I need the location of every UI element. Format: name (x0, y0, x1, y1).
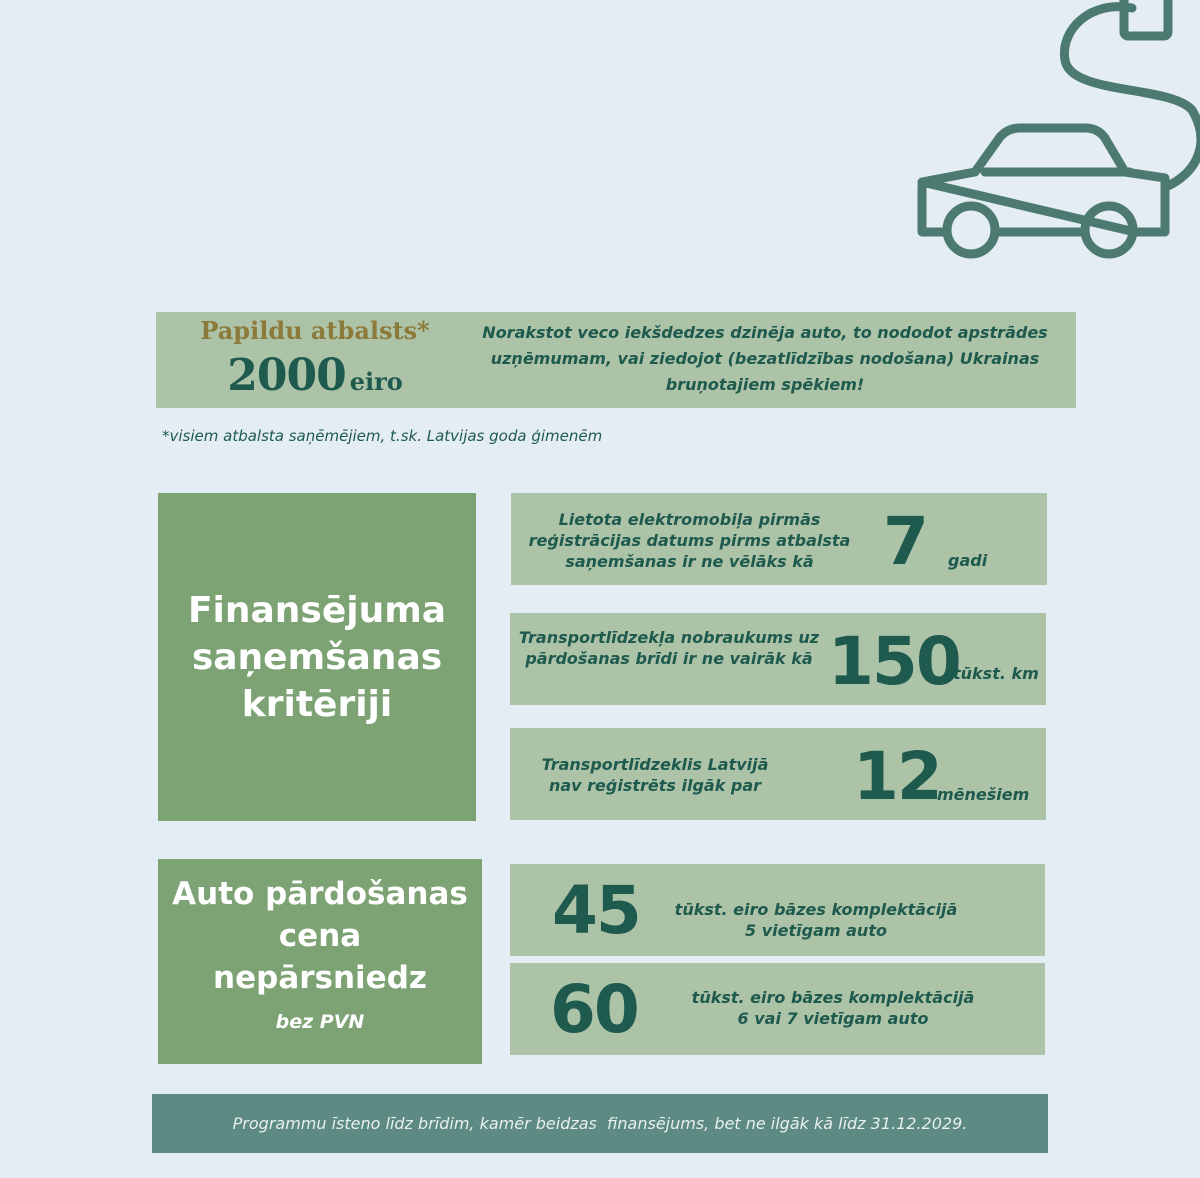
criteria-title: Finansējuma saņemšanas kritēriji (187, 589, 447, 725)
footnote: *visiem atbalsta saņēmējiem, t.sk. Latvijas goda ģimenēm (162, 427, 603, 445)
price-value: 60 (550, 971, 638, 1048)
criteria-unit: tūkst. km (953, 664, 1039, 683)
electric-car-plug-icon (900, 0, 1200, 270)
support-amount-unit: eiro (349, 367, 403, 396)
footer-text: Programmu īsteno līdz brīdim, kamēr beidzas finansējums, bet ne ilgāk kā līdz 31.12.2029. (232, 1114, 968, 1133)
support-amount-value: 2000 (227, 350, 346, 401)
criteria-title-block (158, 493, 476, 821)
criteria-value: 12 (853, 738, 941, 815)
criteria-card-mileage (510, 613, 1046, 705)
price-text: tūkst. eiro bāzes komplektācijā 5 vietīgam auto (674, 900, 958, 940)
footer-bar (152, 1094, 1048, 1153)
criteria-text: Transportlīdzekļa nobraukums uz pārdošanas brīdi ir ne vairāk kā (518, 628, 820, 668)
support-description: Norakstot veco iekšdedzes dzinēja auto, to nododot apstrādes uzņēmumam, vai ziedojot (bezatlīdzības nodošana) Ukrainas bruņotajiem spēkiem! (482, 323, 1048, 394)
price-text: tūkst. eiro bāzes komplektācijā 6 vai 7 vietīgam auto (691, 988, 975, 1028)
price-card-5-seat (510, 864, 1045, 956)
price-title-block (158, 859, 482, 1064)
price-note: bez PVN (275, 1010, 365, 1033)
criteria-unit: gadi (948, 551, 988, 570)
criteria-value: 150 (828, 623, 960, 700)
criteria-unit: mēnešiem (937, 785, 1030, 804)
support-title: Papildu atbalsts* (200, 316, 430, 345)
support-amount (160, 350, 470, 401)
criteria-text: Transportlīdzeklis Latvijā nav reģistrēts ilgāk par (541, 755, 769, 795)
price-card-6-7-seat (510, 963, 1045, 1055)
criteria-value: 7 (883, 503, 927, 580)
criteria-card-age (511, 493, 1047, 585)
criteria-card-registration (510, 728, 1046, 820)
price-title: Auto pārdošanas cena nepārsniedz (172, 875, 468, 996)
criteria-text: Lietota elektromobiļa pirmās reģistrācijas datums pirms atbalsta saņemšanas ir ne vēlāks kā (528, 510, 851, 571)
price-value: 45 (552, 872, 640, 949)
